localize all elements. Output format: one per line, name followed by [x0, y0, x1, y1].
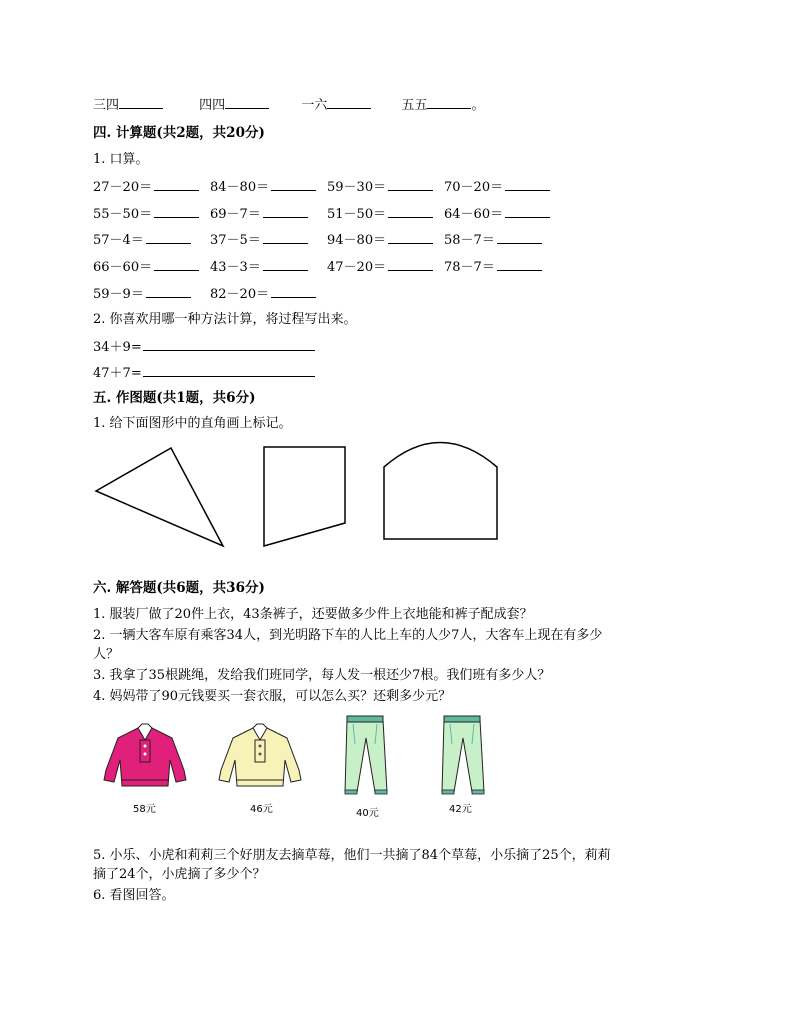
answer-blank[interactable] — [154, 205, 199, 218]
calc-item: 37－5＝ — [210, 231, 308, 249]
answer-line[interactable] — [143, 338, 315, 351]
fill-item: 一六 — [301, 98, 328, 113]
answer-line[interactable] — [143, 364, 315, 377]
answer-blank[interactable] — [505, 178, 550, 191]
calc-item: 64－60＝ — [444, 205, 550, 223]
price-label: 42元 — [449, 804, 472, 815]
answer-blank[interactable] — [327, 96, 371, 109]
calc-item: 51－50＝ — [327, 205, 433, 223]
answer-blank[interactable] — [263, 258, 308, 271]
calc-item: 94－80＝ — [327, 231, 433, 249]
calc-item: 84－80＝ — [210, 178, 316, 196]
answer-blank[interactable] — [388, 205, 433, 218]
calc-item: 69－7＝ — [210, 205, 308, 223]
calc-item: 57－4＝ — [93, 231, 191, 249]
answer-blank[interactable] — [146, 231, 191, 244]
answer-blank[interactable] — [271, 178, 316, 191]
pants-image — [432, 714, 492, 798]
fill-item: 三四 — [93, 98, 120, 113]
calc-item: 59－30＝ — [327, 178, 433, 196]
calc-item: 27－20＝ — [93, 178, 199, 196]
question-6-2-cont: 人？ — [93, 647, 120, 662]
answer-blank[interactable] — [388, 258, 433, 271]
triangle-shape — [96, 448, 223, 546]
section-5-title: 五. 作图题(共1题，共6分) — [93, 390, 256, 406]
question-6-5: 5. 小乐、小虎和莉莉三个好朋友去摘草莓，他们一共摘了84个草莓，小乐摘了25个，莉莉 — [93, 848, 611, 863]
calc-item: 43－3＝ — [210, 258, 308, 276]
calc-item: 59－9＝ — [93, 285, 191, 303]
method-item: 47＋7= — [93, 364, 315, 382]
answer-blank[interactable] — [497, 258, 542, 271]
answer-blank[interactable] — [263, 205, 308, 218]
calc-item: 58－7＝ — [444, 231, 542, 249]
calc-item: 66－60＝ — [93, 258, 199, 276]
section-6-title: 六. 解答题(共6题，共36分) — [93, 580, 265, 596]
section-4-title: 四. 计算题(共2题，共20分) — [93, 125, 265, 141]
calc-item: 82－20＝ — [210, 285, 316, 303]
answer-blank[interactable] — [497, 231, 542, 244]
calc-item: 47－20＝ — [327, 258, 433, 276]
pants-image — [335, 714, 395, 798]
pink-shirt-image — [100, 720, 190, 790]
question-4-1: 1. 口算。 — [93, 152, 149, 167]
question-6-2: 2. 一辆大客车原有乘客34人，到光明路下车的人比上车的人少7人，大客车上现在有多少 — [93, 628, 603, 643]
quadrilateral-shape — [264, 447, 345, 546]
price-label: 40元 — [356, 808, 379, 819]
question-4-2: 2. 你喜欢用哪一种方法计算，将过程写出来。 — [93, 312, 357, 327]
price-label: 58元 — [133, 804, 156, 815]
arched-shape — [384, 443, 497, 540]
answer-blank[interactable] — [427, 96, 471, 109]
calc-item: 55－50＝ — [93, 205, 199, 223]
period: 。 — [471, 98, 485, 113]
answer-blank[interactable] — [154, 178, 199, 191]
calc-item: 78－7＝ — [444, 258, 542, 276]
price-label: 46元 — [250, 804, 273, 815]
calc-item: 70－20＝ — [444, 178, 550, 196]
question-6-1: 1. 服装厂做了20件上衣，43条裤子，还要做多少件上衣地能和裤子配成套？ — [93, 607, 533, 622]
yellow-shirt-image — [215, 720, 305, 790]
answer-blank[interactable] — [146, 285, 191, 298]
shapes-figure — [90, 440, 520, 555]
answer-blank[interactable] — [119, 96, 163, 109]
fill-row — [93, 96, 485, 114]
question-6-4: 4. 妈妈带了90元钱要买一套衣服，可以怎么买？还剩多少元？ — [93, 689, 452, 704]
answer-blank[interactable] — [505, 205, 550, 218]
answer-blank[interactable] — [263, 231, 308, 244]
question-6-5-cont: 摘了24个，小虎摘了多少个？ — [93, 867, 266, 882]
question-6-6: 6. 看图回答。 — [93, 888, 175, 903]
answer-blank[interactable] — [271, 285, 316, 298]
answer-blank[interactable] — [388, 178, 433, 191]
fill-item: 五五 — [401, 98, 428, 113]
answer-blank[interactable] — [388, 231, 433, 244]
method-item: 34＋9= — [93, 338, 315, 356]
question-5-1: 1. 给下面图形中的直角画上标记。 — [93, 416, 292, 431]
fill-item: 四四 — [199, 98, 226, 113]
question-6-3: 3. 我拿了35根跳绳，发给我们班同学，每人发一根还少7根。我们班有多少人？ — [93, 668, 551, 683]
answer-blank[interactable] — [154, 258, 199, 271]
answer-blank[interactable] — [225, 96, 269, 109]
